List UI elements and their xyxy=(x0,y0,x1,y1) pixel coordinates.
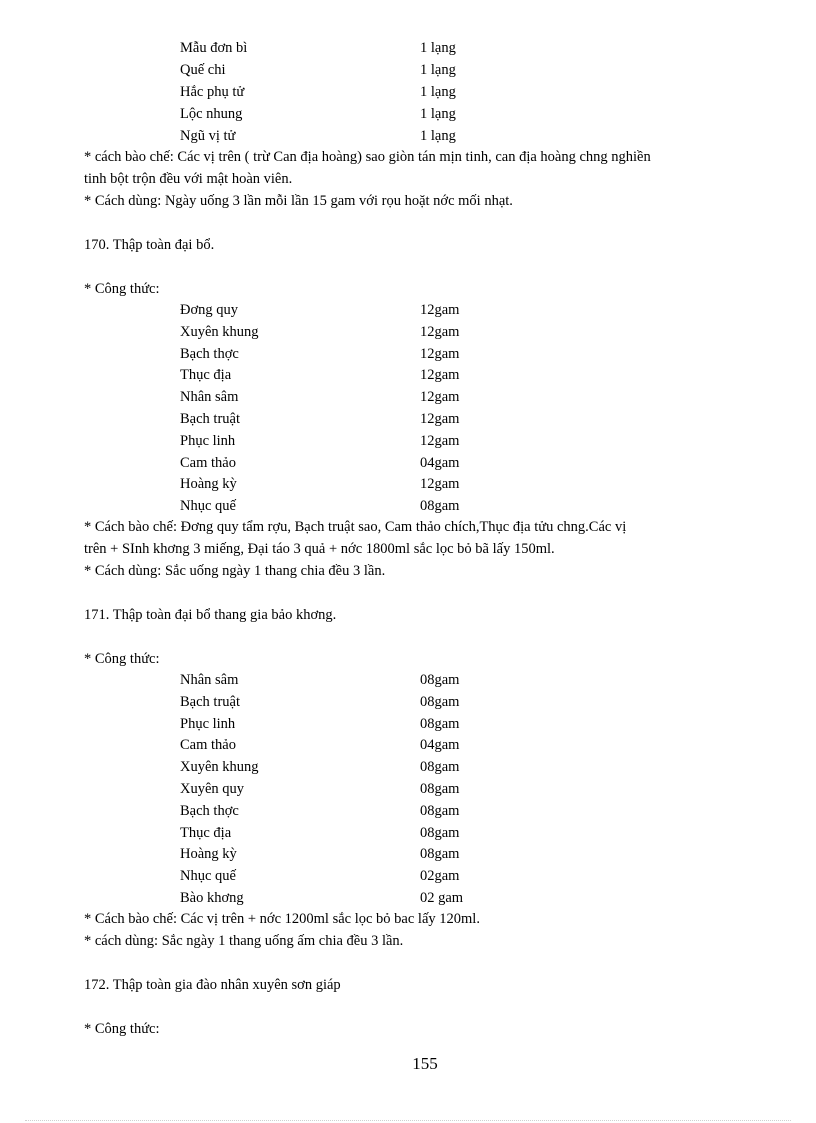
recipe-171-ingredient-amount: 08gam xyxy=(420,715,460,732)
top-ingredient-amount: 1 lạng xyxy=(420,128,456,144)
top-ingredient-amount: 1 lạng xyxy=(420,62,456,78)
recipe-170-ingredient-name: Phục linh xyxy=(180,432,236,449)
recipe-170-title: 170. Thập toàn đại bổ. xyxy=(84,237,215,253)
recipe-171-ingredient-name: Hoàng kỳ xyxy=(180,846,237,863)
recipe-171-ingredient-amount: 04gam xyxy=(420,737,460,754)
recipe-170-ingredient-name: Nhân sâm xyxy=(180,389,239,406)
recipe-170-ingredient-name: Hoàng kỳ xyxy=(180,476,237,493)
recipe-170-ingredient-name: Bạch truật xyxy=(180,411,240,427)
recipe-171-ingredient-amount: 02gam xyxy=(420,868,460,885)
recipe-171-ingredient-name: Nhục quế xyxy=(180,868,236,885)
recipe-170-ingredient-amount: 12gam xyxy=(420,345,460,362)
recipe-170-ingredient-name: Cam thảo xyxy=(180,454,236,471)
recipe-171-ingredient-name: Phục linh xyxy=(180,715,236,732)
recipe-170-ingredient-name: Nhục quế xyxy=(180,498,236,515)
recipe-171-ingredient-name: Xuyên quy xyxy=(180,781,245,797)
recipe-171-ingredient-name: Cam thảo xyxy=(180,737,236,754)
top-ingredient-name: Hắc phụ tử xyxy=(180,84,245,100)
recipe-171-ingredient-name: Bạch truật xyxy=(180,693,240,710)
recipe-170-ingredient-name: Bạch thợc xyxy=(180,345,239,362)
recipe-171-formula-label: * Công thức: xyxy=(84,651,160,667)
recipe-170-ingredient-amount: 12gam xyxy=(420,323,460,340)
top-ingredient-amount: 1 lạng xyxy=(420,84,456,100)
recipe-171-ingredient-amount: 08gam xyxy=(420,846,460,863)
recipe-172-formula-label: * Công thức: xyxy=(84,1021,160,1037)
recipe-171-ingredient-amount: 02 gam xyxy=(420,890,464,906)
top-ingredient-amount: 1 lạng xyxy=(420,40,456,56)
recipe-171-ingredient-name: Bạch thợc xyxy=(180,802,239,819)
top-ingredient-name: Mẫu đơn bì xyxy=(180,40,248,56)
page-number: 155 xyxy=(412,1054,438,1073)
recipe-170-note-line-2: trên + SInh khơng 3 miếng, Đại táo 3 quả + nớc 1800ml sắc lọc bỏ bã lấy 150ml. xyxy=(84,541,555,557)
recipe-170-note-line-1: * Cách bào chế: Đơng quy tẩm rợu, Bạch truật sao, Cam thảo chích,Thục địa tửu chng.Các vị xyxy=(84,519,627,535)
recipe-170-ingredient-amount: 12gam xyxy=(420,476,460,493)
recipe-171-ingredient-name: Bào khơng xyxy=(180,890,244,906)
top-note-line-1: * cách bào chế: Các vị trên ( trừ Can địa hoàng) sao giòn tán mịn tinh, can địa hoàng chng nghiền xyxy=(84,149,651,165)
recipe-171-ingredient-name: Xuyên khung xyxy=(180,759,259,776)
recipe-171-ingredient-amount: 08gam xyxy=(420,759,460,776)
recipe-170-ingredient-amount: 12gam xyxy=(420,411,460,427)
recipe-170-ingredient-amount: 04gam xyxy=(420,454,460,471)
recipe-171-ingredient-amount: 08gam xyxy=(420,824,460,841)
recipe-170-ingredient-amount: 08gam xyxy=(420,498,460,515)
recipe-172-title: 172. Thập toàn gia đào nhân xuyên sơn giáp xyxy=(84,977,341,993)
recipe-171-ingredient-amount: 08gam xyxy=(420,781,460,797)
page-divider xyxy=(25,1120,791,1121)
recipe-170-ingredient-name: Đơng quy xyxy=(180,302,239,318)
top-note-line-3: * Cách dùng: Ngày uống 3 lần mỗi lần 15 gam với rọu hoặt nớc mối nhạt. xyxy=(84,193,513,209)
recipe-170-ingredient-name: Thục địa xyxy=(180,367,232,384)
top-ingredient-name: Lộc nhung xyxy=(180,106,243,122)
recipe-171-ingredient-amount: 08gam xyxy=(420,802,460,819)
recipe-170-ingredient-amount: 12gam xyxy=(420,432,460,449)
recipe-171-ingredient-amount: 08gam xyxy=(420,693,460,710)
recipe-171-note-line-2: * cách dùng: Sắc ngày 1 thang uống ấm chia đều 3 lần. xyxy=(84,933,404,949)
recipe-170-ingredient-amount: 12gam xyxy=(420,367,460,384)
top-ingredient-name: Quế chi xyxy=(180,62,226,78)
top-ingredient-name: Ngũ vị tử xyxy=(180,128,236,144)
recipe-171-ingredient-amount: 08gam xyxy=(420,672,460,688)
top-ingredient-amount: 1 lạng xyxy=(420,106,456,122)
recipe-171-note-line-1: * Cách bào chế: Các vị trên + nớc 1200ml sắc lọc bỏ bac lấy 120ml. xyxy=(84,911,480,927)
recipe-170-formula-label: * Công thức: xyxy=(84,281,160,297)
recipe-170-ingredient-amount: 12gam xyxy=(420,302,460,318)
top-note-line-2: tinh bột trộn đều với mật hoàn viên. xyxy=(84,171,293,187)
recipe-170-note-line-3: * Cách dùng: Sắc uống ngày 1 thang chia đều 3 lần. xyxy=(84,563,386,579)
recipe-171-ingredient-name: Nhân sâm xyxy=(180,672,239,688)
recipe-171-ingredient-name: Thục địa xyxy=(180,824,232,841)
recipe-171-title: 171. Thập toàn đại bổ thang gia bảo khơng. xyxy=(84,607,337,623)
recipe-170-ingredient-amount: 12gam xyxy=(420,389,460,406)
recipe-170-ingredient-name: Xuyên khung xyxy=(180,323,259,340)
